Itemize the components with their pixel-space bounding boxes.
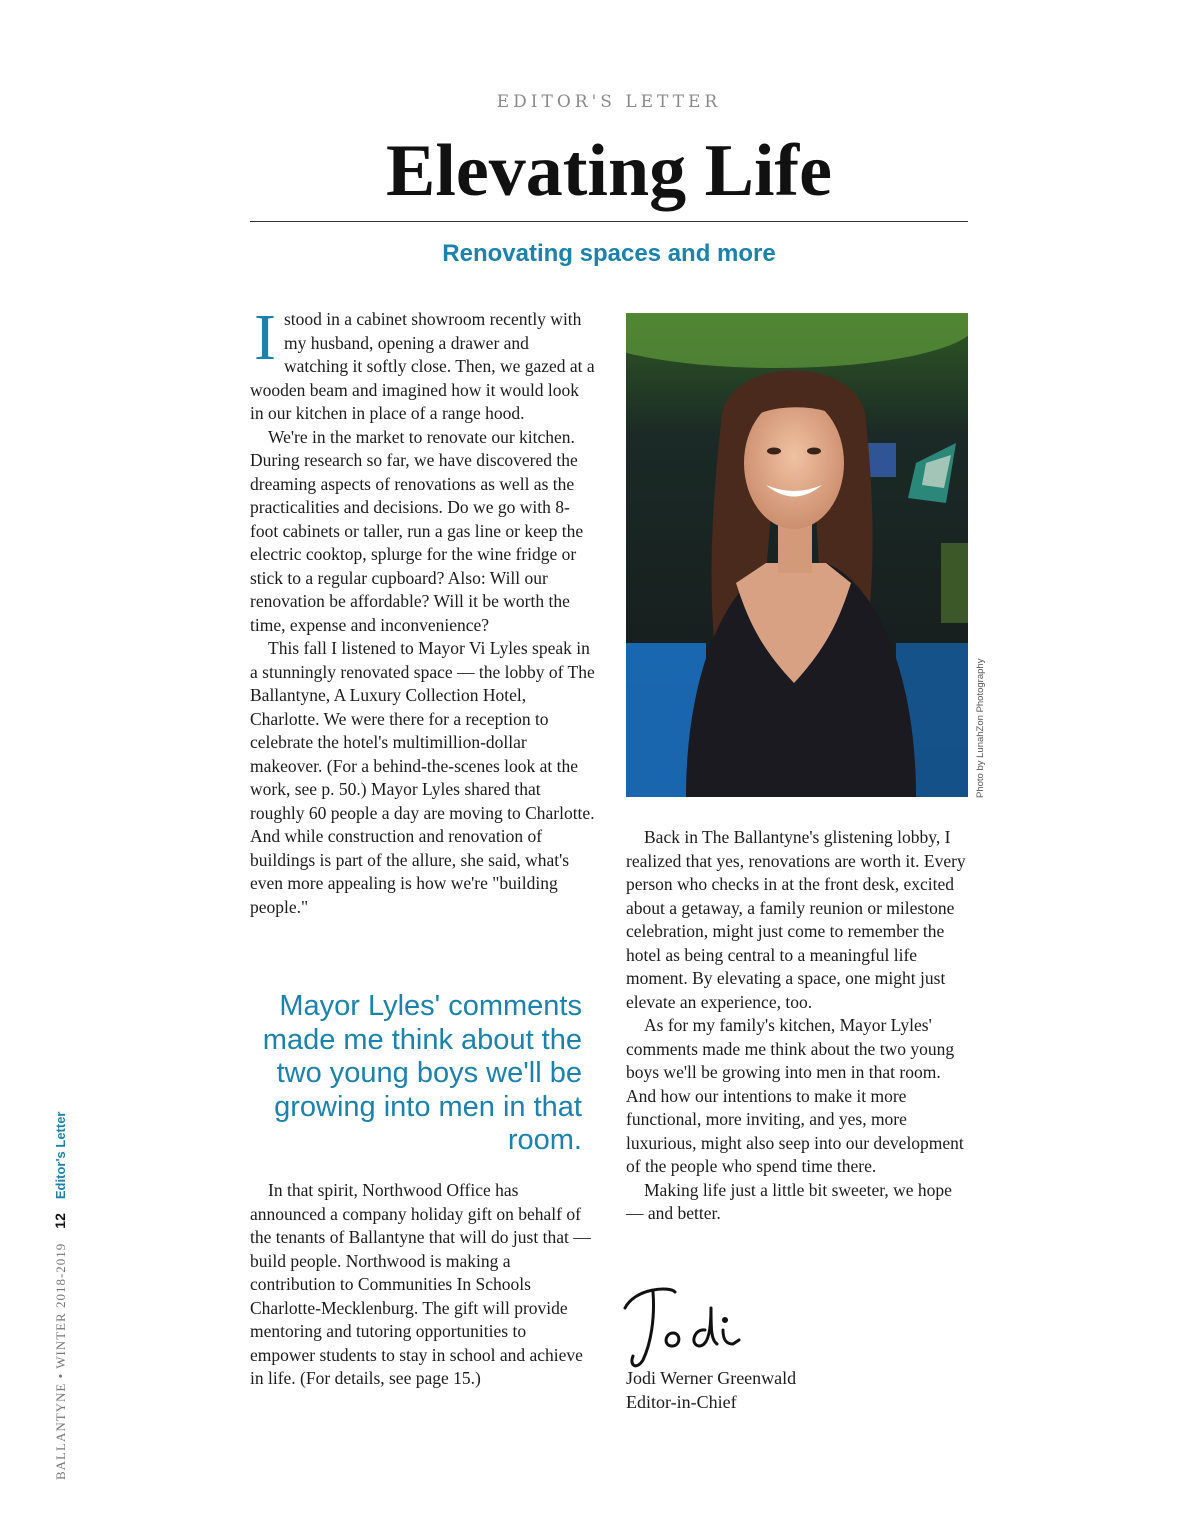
section-kicker: EDITOR'S LETTER — [496, 92, 722, 112]
editor-role: Editor-in-Chief — [626, 1391, 737, 1412]
title-divider — [250, 221, 968, 222]
editor-name: Jodi Werner Greenwald — [626, 1368, 797, 1388]
article-paragraph-4: In that spirit, Northwood Office has announced a company holiday gift on behalf of the tenants of Ballantyne that will do just that — build people. Northwood is making a contribution to Communities In Schools Charlotte-Mecklenburg. The gift will provide mentoring and tutoring opportunities to empower students to stay in school and achieve in life. (For details, see page 15.) — [250, 1180, 591, 1388]
article-paragraph-3: This fall I listened to Mayor Vi Lyles speak in a stunningly renovated space — the lobby of The Ballantyne, A Luxury Collection Hotel, Charlotte. We were there for a reception to celebrate the hotel's multimillion-dollar makeover. (For a behind-the-scenes look at the work, see p. 50.) Mayor Lyles shared that roughly 60 people a day are moving to Charlotte. And while construction and renovation of buildings is part of the allure, she said, what's even more appealing is how we're "building people." — [250, 638, 595, 917]
article-column-left — [250, 301, 595, 919]
handwritten-signature — [615, 1278, 755, 1373]
photo-credit: Photo by LunahZon Photography — [975, 658, 986, 798]
page-number: 12 — [52, 1213, 68, 1229]
drop-cap: I — [254, 301, 276, 374]
page-subtitle: Renovating spaces and more — [442, 240, 776, 267]
article-column-right — [626, 826, 971, 1226]
article-paragraph-1: Istood in a cabinet showroom recently with my husband, opening a drawer and watching it softly close. Then, we gazed at a wooden beam and imagined how it would look in our kitchen in place of a range hood. — [250, 301, 595, 423]
pull-quote: Mayor Lyles' comments made me think about the two young boys we'll be growing into men in that room. — [262, 990, 582, 1156]
article-column-left-bottom — [250, 1179, 595, 1391]
page-title: Elevating Life — [385, 130, 833, 212]
page-footer-sidebar — [52, 1112, 69, 1481]
article-paragraph-6: As for my family's kitchen, Mayor Lyles' comments made me think about the two young boys we'll be growing into men in that room. And how our intentions to make it more functional, more inviting, and yes, more luxurious, might also seep into our development of the people who spend time there. — [626, 1015, 964, 1176]
article-paragraph-5: Back in The Ballantyne's glistening lobby, I realized that yes, renovations are worth it. Every person who checks in at the front desk, excited about a getaway, a family reunion or milestone celebration, might just come to remember the hotel as being central to a meaningful life moment. By elevating a space, one might just elevate an experience, too. — [626, 827, 966, 1012]
section-name: Editor's Letter — [53, 1111, 68, 1200]
article-paragraph-2: We're in the market to renovate our kitchen. During research so far, we have discovered the dreaming aspects of renovations as well as the practicalities and decisions. Do we go with 8-foot cabinets or taller, run a gas line or keep the electric cooktop, splurge for the wine fridge or stick to a regular cupboard? Also: Will our renovation be affordable? Will it be worth the time, expense and inconvenience? — [250, 426, 584, 635]
magazine-issue: BALLANTYNE • WINTER 2018-2019 — [53, 1242, 68, 1480]
editor-portrait-photo — [626, 313, 968, 797]
article-paragraph-7: Making life just a little bit sweeter, we hope — and better. — [626, 1179, 952, 1223]
signature-block — [626, 1367, 796, 1414]
